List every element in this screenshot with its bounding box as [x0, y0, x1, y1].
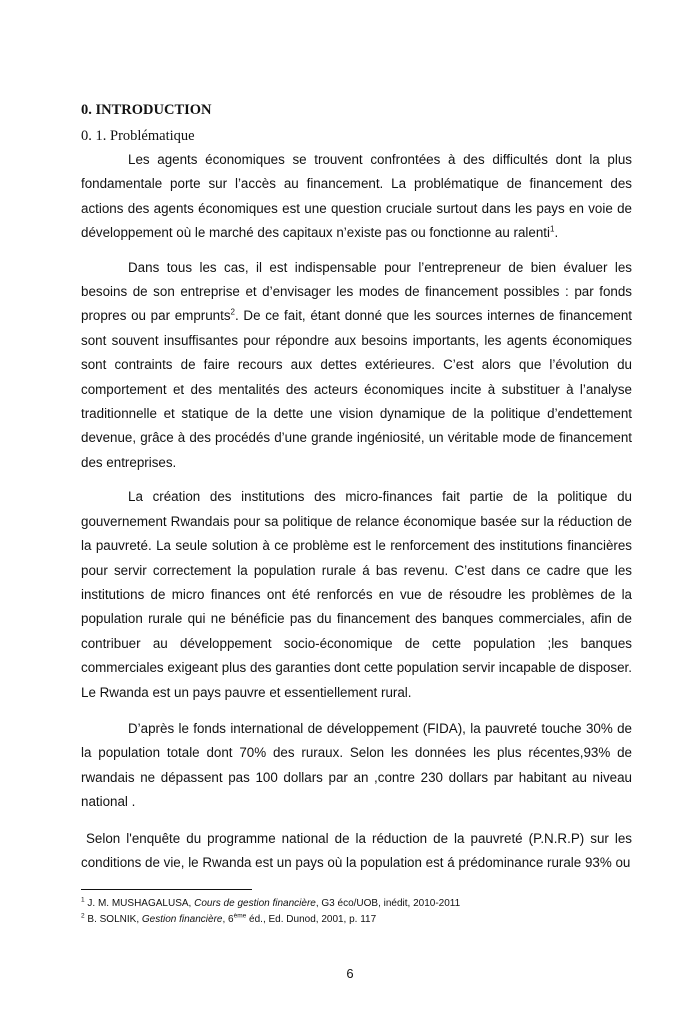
footnote-1-number: 1 [81, 896, 85, 904]
footnote-2-rest: éd., Ed. Dunod, 2001, p. 117 [246, 914, 377, 925]
footnote-ref-2[interactable]: 2 [230, 307, 235, 317]
footnote-2-edition: , 6 [222, 914, 234, 925]
paragraph-3: La création des institutions des micro-finances fait partie de la politique du gouvernement Rwandais pour sa politique de relance économique basée sur la réduction de la pauvreté. La seule solution à ce problème est le renforcement des institutions financières pour servir correctement la population rurale á bas revenu. C’est dans ce cadre que les institutions de micro finances ont été renforcés en vue de résoudre les problèmes de la population rurale qui ne bénéficie pas du financement des banques commerciales, afin de contribuer au développement socio-économique de cette population ;les banques commerciales exigeant plus des garanties dont cette population servir incapable de disposer. Le Rwanda est un pays pauvre et essentiellement rural. [81, 489, 632, 700]
footnote-2-number: 2 [81, 912, 85, 920]
footnote-2-edition-sup: ème [233, 912, 247, 920]
paragraph-2 [81, 256, 632, 476]
footnote-1-author: J. M. MUSHAGALUSA, [87, 898, 192, 909]
footnote-ref-1[interactable]: 1 [549, 224, 555, 234]
subsection-heading: 0. 1. Problématique [81, 128, 195, 144]
footnote-separator [81, 889, 252, 890]
paragraph-2-text-a: Dans tous les cas, il est indispensable pour l’entrepreneur de bien évaluer les besoins de son entreprise et d’envisager les modes de financement possibles : par fonds propres ou par emprunts [81, 259, 632, 324]
paragraph-5: Selon l'enquête du programme national de la réduction de la pauvreté (P.N.R.P) sur les conditions de vie, le Rwanda est un pays où la population est á prédominance rurale 93% ou [81, 830, 632, 870]
footnotes [81, 896, 632, 928]
footnote-2-author: B. SOLNIK, [87, 914, 140, 925]
paragraph-4: D’après le fonds international de développement (FIDA), la pauvreté touche 30% de la population totale dont 70% des ruraux. Selon les données les plus récentes,93% de rwandais ne dépassent pas 100 dollars par an ,contre 230 dollars par habitant au niveau national . [81, 720, 632, 810]
paragraph-1-tail: . [554, 225, 559, 241]
footnote-1 [81, 896, 632, 912]
footnote-1-title: Cours de gestion financière [194, 898, 316, 909]
footnote-1-rest: , G3 éco/UOB, inédit, 2010-2011 [315, 898, 461, 909]
paragraph-1-text: Les agents économiques se trouvent confrontées à des difficultés dont la plus fondamentale porte sur l’accès au financement. La problématique de financement des actions des agents économiques est une question cruciale surtout dans les pays en voie de développement où le marché des capitaux n’existe pas ou fonctionne au ralenti [81, 152, 632, 241]
page-number: 6 [346, 966, 354, 981]
paragraph-1 [81, 148, 632, 246]
footnote-2-title: Gestion financière [141, 914, 223, 925]
paragraph-2-text-b: . De ce fait, étant donné que les sources internes de financement sont souvent insuffisantes pour répondre aux besoins importants, les agents économiques sont contraints de faire recours aux dettes extérieures. C’est alors que l’évolution du comportement et des mentalités des acteurs économiques incite à substituer à l’analyse traditionnelle et statique de la dette une vision dynamique de la politique d’endettement devenue, grâce à des procédés d’une grande ingéniosité, un véritable mode de financement des entreprises. [81, 308, 632, 470]
section-heading: 0. INTRODUCTION [81, 102, 212, 118]
body-text [81, 98, 632, 885]
footnote-2 [81, 912, 632, 928]
